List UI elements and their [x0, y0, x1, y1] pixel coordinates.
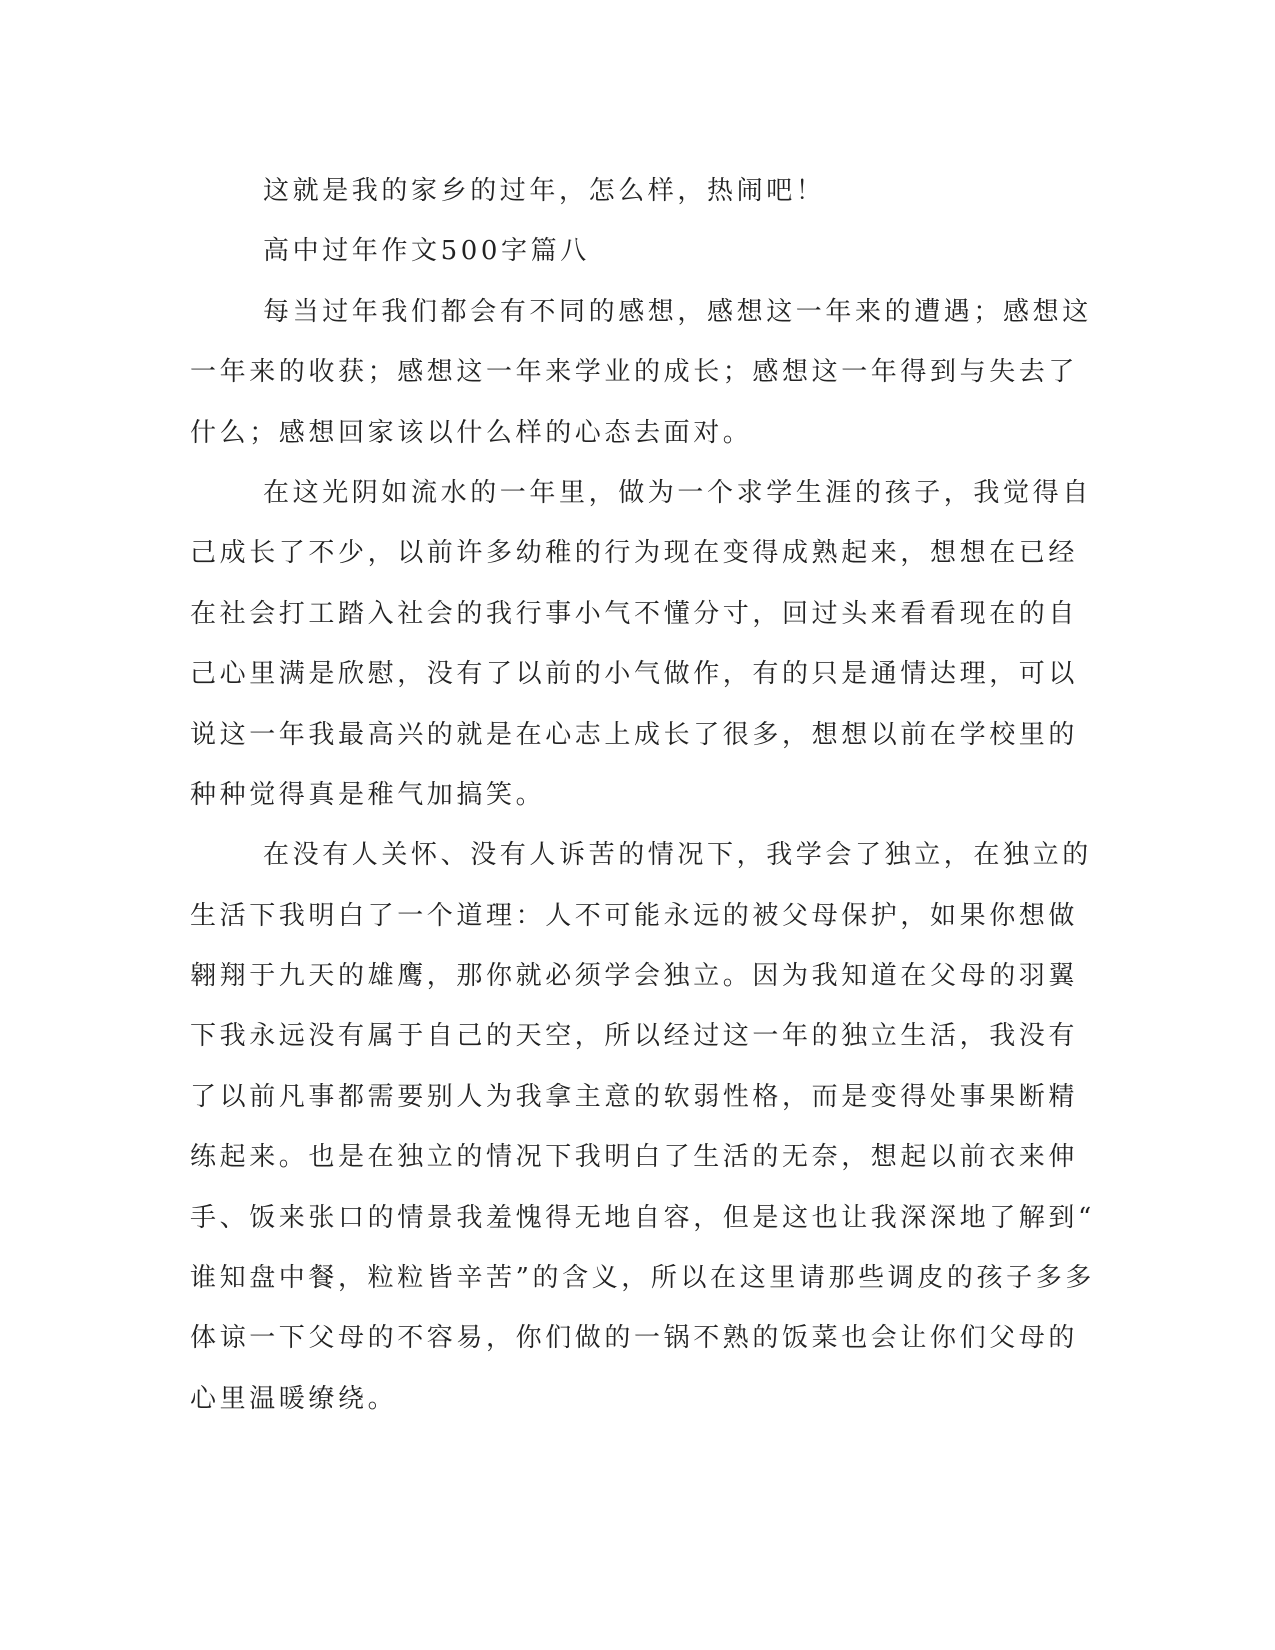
- text-line: 翱翔于九天的雄鹰，那你就必须学会独立。因为我知道在父母的羽翼: [190, 961, 1079, 992]
- text-line: 每当过年我们都会有不同的感想，感想这一年来的遭遇；感想这: [263, 296, 1092, 327]
- text-line: 说这一年我最高兴的就是在心志上成长了很多，想想以前在学校里的: [190, 719, 1079, 750]
- text-line: 种种觉得真是稚气加搞笑。: [190, 779, 546, 810]
- essay-text: [190, 161, 1095, 1429]
- text-line: 在这光阴如流水的一年里，做为一个求学生涯的孩子，我觉得自: [263, 477, 1092, 508]
- text-line: 己成长了不少，以前许多幼稚的行为现在变得成熟起来，想想在已经: [190, 538, 1079, 569]
- text-line: 生活下我明白了一个道理：人不可能永远的被父母保护，如果你想做: [190, 900, 1079, 931]
- text-line: 什么；感想回家该以什么样的心态去面对。: [190, 417, 753, 448]
- text-line: 练起来。也是在独立的情况下我明白了生活的无奈，想起以前衣来伸: [190, 1142, 1079, 1173]
- text-line: 这就是我的家乡的过年，怎么样，热闹吧！: [263, 176, 826, 206]
- section-heading: 高中过年作文500字篇八: [263, 236, 590, 267]
- text-line: 谁知盘中餐，粒粒皆辛苦”的含义，所以在这里请那些调皮的孩子多多: [190, 1263, 1095, 1294]
- text-line: 一年来的收获；感想这一年来学业的成长；感想这一年得到与失去了: [190, 357, 1079, 388]
- text-line: 手、饭来张口的情景我羞愧得无地自容，但是这也让我深深地了解到“: [190, 1202, 1095, 1233]
- text-line: 在没有人关怀、没有人诉苦的情况下，我学会了独立，在独立的: [263, 840, 1092, 871]
- text-line: 了以前凡事都需要别人为我拿主意的软弱性格，而是变得处事果断精: [190, 1081, 1079, 1112]
- text-line: 在社会打工踏入社会的我行事小气不懂分寸，回过头来看看现在的自: [190, 598, 1079, 629]
- text-line: 体谅一下父母的不容易，你们做的一锅不熟的饭菜也会让你们父母的: [190, 1323, 1079, 1354]
- text-line: 心里温暖缭绕。: [190, 1383, 398, 1414]
- text-line: 下我永远没有属于自己的天空，所以经过这一年的独立生活，我没有: [190, 1021, 1079, 1052]
- text-line: 己心里满是欣慰，没有了以前的小气做作，有的只是通情达理，可以: [190, 659, 1079, 690]
